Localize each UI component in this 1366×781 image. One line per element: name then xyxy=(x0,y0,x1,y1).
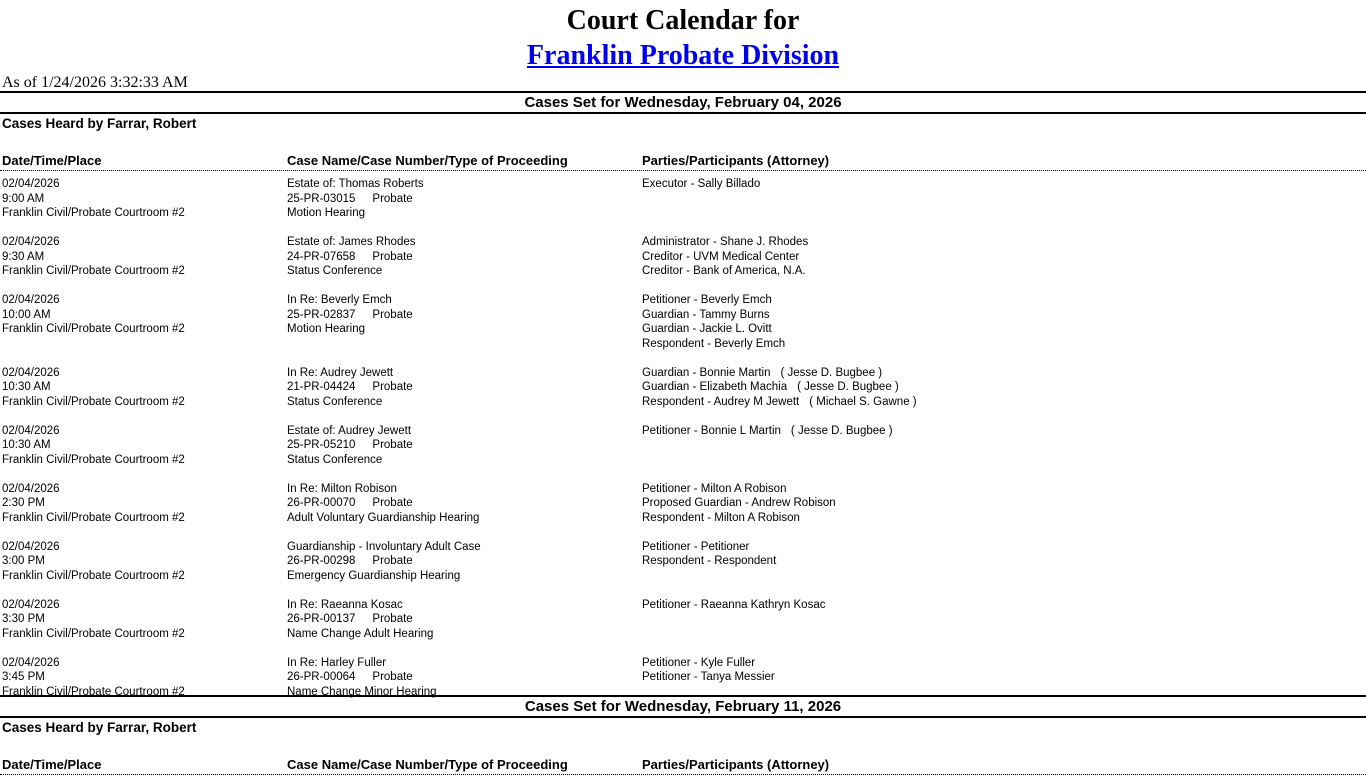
case-date: 02/04/2026 xyxy=(2,540,60,553)
table-rows xyxy=(0,775,1366,781)
party-line xyxy=(642,337,1366,352)
case-time: 9:30 AM xyxy=(2,250,45,263)
party-line xyxy=(642,656,1366,671)
party-line xyxy=(642,380,1366,395)
party-line xyxy=(642,177,1366,192)
party-line xyxy=(642,482,1366,497)
date-time-place-cell xyxy=(2,177,287,221)
case-type: Probate xyxy=(372,555,413,567)
column-header-case-name: Case Name/Case Number/Type of Proceeding xyxy=(287,153,568,168)
case-info-cell xyxy=(287,366,642,410)
case-date: 02/04/2026 xyxy=(2,656,60,669)
column-header-case-name: Case Name/Case Number/Type of Proceeding xyxy=(287,757,568,772)
proceeding-type: Motion Hearing xyxy=(287,323,365,335)
day-section xyxy=(0,695,1366,781)
column-header-date-time-place: Date/Time/Place xyxy=(2,757,102,772)
case-type: Probate xyxy=(372,250,413,263)
section-date-bar xyxy=(0,91,1366,114)
table-header-row xyxy=(0,757,1366,775)
case-name: In Re: Beverly Emch xyxy=(287,294,392,306)
proceeding-type: Emergency Guardianship Hearing xyxy=(287,569,461,582)
case-name: In Re: Raeanna Kosac xyxy=(287,598,403,611)
party-name: Petitioner - Raeanna Kathryn Kosac xyxy=(642,598,826,611)
proceeding-type: Motion Hearing xyxy=(287,207,365,219)
case-date: 02/04/2026 xyxy=(2,178,60,190)
date-time-place-cell xyxy=(2,235,287,279)
case-name: Estate of: Audrey Jewett xyxy=(287,424,412,437)
table-rows xyxy=(0,171,1366,699)
case-row xyxy=(0,656,1366,700)
parties-cell xyxy=(642,656,1366,700)
date-time-place-cell xyxy=(2,293,287,351)
case-type: Probate xyxy=(372,439,413,451)
party-line xyxy=(642,293,1366,308)
party-line xyxy=(642,554,1366,569)
case-place: Franklin Civil/Probate Courtroom #2 xyxy=(2,685,185,698)
case-time: 10:30 AM xyxy=(2,439,51,451)
party-name: Petitioner - Petitioner xyxy=(642,540,750,553)
section-date-title: Cases Set for Wednesday, February 11, 2026 xyxy=(524,698,842,715)
case-number-line xyxy=(287,670,642,685)
case-date: 02/04/2026 xyxy=(2,424,60,437)
party-line xyxy=(642,424,1366,439)
case-place: Franklin Civil/Probate Courtroom #2 xyxy=(2,511,185,524)
case-time: 10:30 AM xyxy=(2,381,51,393)
date-time-place-cell xyxy=(2,482,287,526)
division-title-row xyxy=(0,38,1366,74)
case-row xyxy=(0,540,1366,584)
case-name: Estate of: Thomas Roberts xyxy=(287,178,424,190)
case-number: 26-PR-00298 xyxy=(287,555,356,567)
case-number: 26-PR-00137 xyxy=(287,613,356,625)
party-name: Proposed Guardian - Andrew Robison xyxy=(642,497,836,509)
case-row xyxy=(0,293,1366,351)
parties-cell xyxy=(642,177,1366,221)
column-header-parties: Parties/Participants (Attorney) xyxy=(642,757,830,772)
date-time-place-cell xyxy=(2,540,287,584)
case-place: Franklin Civil/Probate Courtroom #2 xyxy=(2,265,185,277)
case-number: 25-PR-05210 xyxy=(287,439,356,451)
case-place: Franklin Civil/Probate Courtroom #2 xyxy=(2,207,185,219)
party-line xyxy=(642,511,1366,526)
party-name: Petitioner - Tanya Messier xyxy=(642,671,775,683)
page-title: Court Calendar for xyxy=(566,5,800,36)
case-number: 26-PR-00070 xyxy=(287,497,356,509)
proceeding-type: Adult Voluntary Guardianship Hearing xyxy=(287,511,480,524)
case-time: 10:00 AM xyxy=(2,308,51,321)
case-number: 24-PR-07658 xyxy=(287,250,356,263)
party-name: Administrator - Shane J. Rhodes xyxy=(642,236,809,248)
division-link[interactable]: Franklin Probate Division xyxy=(526,40,840,71)
proceeding-type: Name Change Minor Hearing xyxy=(287,685,437,698)
case-number-line xyxy=(287,438,642,453)
case-number-line xyxy=(287,496,642,511)
case-name: In Re: Milton Robison xyxy=(287,482,397,495)
case-info-cell xyxy=(287,598,642,642)
date-time-place-cell xyxy=(2,598,287,642)
case-time: 2:30 PM xyxy=(2,497,45,509)
case-type: Probate xyxy=(372,671,413,683)
case-number: 26-PR-00064 xyxy=(287,671,356,683)
party-attorney: ( Jesse D. Bugbee ) xyxy=(797,381,899,393)
party-name: Petitioner - Bonnie L Martin xyxy=(642,424,781,437)
case-info-cell xyxy=(287,482,642,526)
case-row xyxy=(0,482,1366,526)
party-line xyxy=(642,264,1366,279)
case-date: 02/04/2026 xyxy=(2,482,60,495)
case-type: Probate xyxy=(372,308,413,321)
case-info-cell xyxy=(287,540,642,584)
case-info-cell xyxy=(287,235,642,279)
case-time: 3:45 PM xyxy=(2,671,45,683)
party-name: Guardian - Jackie L. Ovitt xyxy=(642,323,772,335)
party-name: Petitioner - Milton A Robison xyxy=(642,482,787,495)
parties-cell xyxy=(642,366,1366,410)
party-attorney: ( Jesse D. Bugbee ) xyxy=(780,366,883,379)
case-time: 3:00 PM xyxy=(2,555,45,567)
column-header-parties: Parties/Participants (Attorney) xyxy=(642,153,830,168)
case-number-line xyxy=(287,192,642,207)
party-name: Respondent - Respondent xyxy=(642,555,777,567)
case-number: 25-PR-03015 xyxy=(287,192,356,205)
party-name: Creditor - UVM Medical Center xyxy=(642,250,800,263)
case-name: Guardianship - Involuntary Adult Case xyxy=(287,540,481,553)
heard-by-label: Cases Heard by Farrar, Robert xyxy=(2,720,197,735)
case-number-line xyxy=(287,612,642,627)
case-date: 02/04/2026 xyxy=(2,236,60,248)
case-number: 25-PR-02837 xyxy=(287,308,356,321)
party-line xyxy=(642,250,1366,265)
case-name: Estate of: James Rhodes xyxy=(287,236,416,248)
parties-cell xyxy=(642,540,1366,584)
column-header-date-time-place: Date/Time/Place xyxy=(2,153,102,168)
date-time-place-cell xyxy=(2,424,287,468)
case-place: Franklin Civil/Probate Courtroom #2 xyxy=(2,627,185,640)
case-row xyxy=(0,235,1366,279)
as-of-timestamp: As of 1/24/2026 3:32:33 AM xyxy=(2,74,188,91)
case-number-line xyxy=(287,380,642,395)
party-line xyxy=(642,540,1366,555)
party-line xyxy=(642,670,1366,685)
report-header xyxy=(0,0,1366,91)
case-name: In Re: Audrey Jewett xyxy=(287,366,394,379)
case-place: Franklin Civil/Probate Courtroom #2 xyxy=(2,453,185,466)
party-attorney: ( Michael S. Gawne ) xyxy=(809,395,917,408)
section-date-title: Cases Set for Wednesday, February 04, 2026 xyxy=(524,94,842,111)
party-line xyxy=(642,308,1366,323)
parties-cell xyxy=(642,482,1366,526)
party-line xyxy=(642,322,1366,337)
case-info-cell xyxy=(287,293,642,351)
case-type: Probate xyxy=(372,381,413,393)
case-place: Franklin Civil/Probate Courtroom #2 xyxy=(2,395,185,408)
case-name: In Re: Harley Fuller xyxy=(287,656,387,669)
party-name: Executor - Sally Billado xyxy=(642,178,761,190)
case-type: Probate xyxy=(372,497,413,509)
case-place: Franklin Civil/Probate Courtroom #2 xyxy=(2,323,185,335)
party-line xyxy=(642,598,1366,613)
case-number-line xyxy=(287,250,642,265)
case-date: 02/04/2026 xyxy=(2,294,60,306)
proceeding-type: Name Change Adult Hearing xyxy=(287,627,434,640)
party-line xyxy=(642,366,1366,381)
case-time: 3:30 PM xyxy=(2,613,45,625)
case-place: Franklin Civil/Probate Courtroom #2 xyxy=(2,569,185,582)
case-info-cell xyxy=(287,424,642,468)
proceeding-type: Status Conference xyxy=(287,453,383,466)
party-name: Guardian - Bonnie Martin xyxy=(642,366,771,379)
party-name: Guardian - Elizabeth Machia xyxy=(642,381,788,393)
case-info-cell xyxy=(287,656,642,700)
party-name: Guardian - Tammy Burns xyxy=(642,308,770,321)
sections-container xyxy=(0,91,1366,781)
party-name: Respondent - Audrey M Jewett xyxy=(642,395,800,408)
party-line xyxy=(642,496,1366,511)
case-type: Probate xyxy=(372,192,413,205)
parties-cell xyxy=(642,424,1366,468)
case-date: 02/04/2026 xyxy=(2,366,60,379)
party-name: Respondent - Beverly Emch xyxy=(642,337,786,350)
calendar-table xyxy=(0,757,1366,781)
date-time-place-cell xyxy=(2,366,287,410)
case-row xyxy=(0,177,1366,221)
date-time-place-cell xyxy=(2,656,287,700)
case-time: 9:00 AM xyxy=(2,192,45,205)
heard-by-label: Cases Heard by Farrar, Robert xyxy=(2,116,197,131)
party-name: Petitioner - Beverly Emch xyxy=(642,294,772,306)
case-row xyxy=(0,424,1366,468)
proceeding-type: Status Conference xyxy=(287,395,383,408)
proceeding-type: Status Conference xyxy=(287,265,383,277)
party-name: Respondent - Milton A Robison xyxy=(642,511,800,524)
case-number-line xyxy=(287,308,642,323)
case-type: Probate xyxy=(372,613,413,625)
parties-cell xyxy=(642,598,1366,642)
day-section xyxy=(0,91,1366,699)
calendar-table xyxy=(0,153,1366,699)
case-number: 21-PR-04424 xyxy=(287,381,356,393)
party-line xyxy=(642,235,1366,250)
case-date: 02/04/2026 xyxy=(2,598,60,611)
table-header-row xyxy=(0,153,1366,171)
party-name: Petitioner - Kyle Fuller xyxy=(642,656,756,669)
case-info-cell xyxy=(287,177,642,221)
party-name: Creditor - Bank of America, N.A. xyxy=(642,265,806,277)
parties-cell xyxy=(642,293,1366,351)
party-line xyxy=(642,395,1366,410)
case-number-line xyxy=(287,554,642,569)
case-row xyxy=(0,366,1366,410)
case-row xyxy=(0,598,1366,642)
party-attorney: ( Jesse D. Bugbee ) xyxy=(790,424,893,437)
parties-cell xyxy=(642,235,1366,279)
